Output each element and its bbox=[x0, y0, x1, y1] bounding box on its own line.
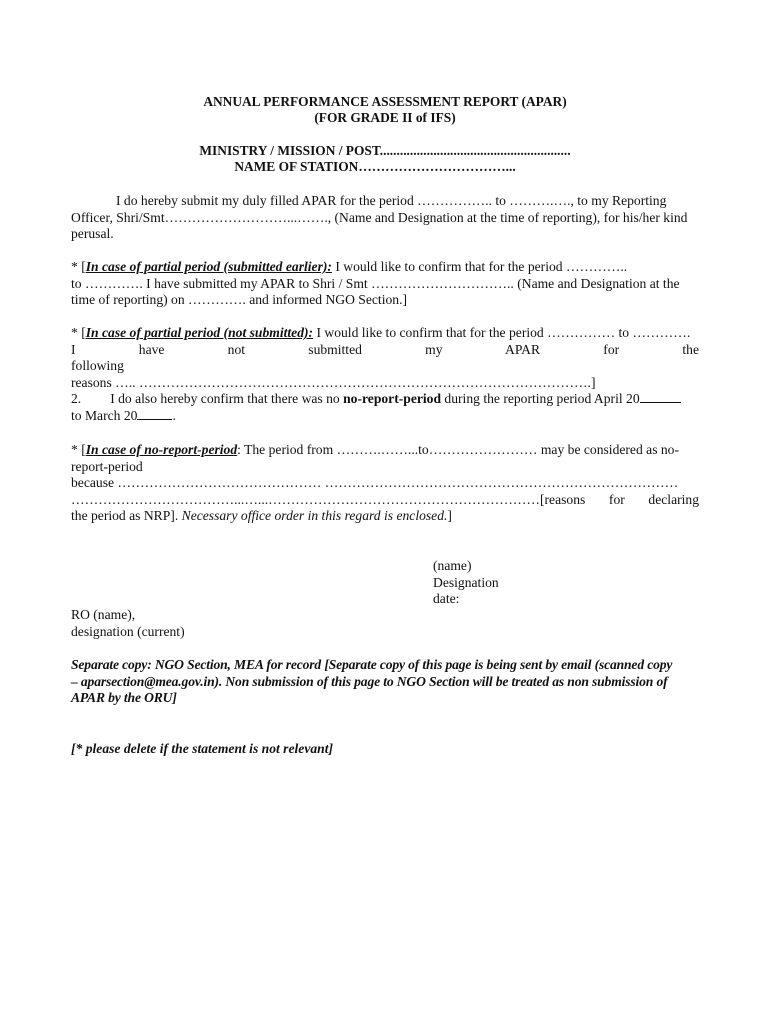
reporting-officer-block bbox=[71, 607, 185, 640]
paragraph-line: report-period bbox=[71, 458, 143, 474]
paragraph-text: I would like to confirm that for the period …………… to …………. bbox=[313, 325, 691, 340]
submission-paragraph bbox=[71, 193, 699, 243]
star-marker: * [ bbox=[71, 442, 86, 457]
ro-name: RO (name), bbox=[71, 607, 136, 622]
year-blank[interactable] bbox=[640, 391, 681, 403]
paragraph-line: I do hereby submit my duly filled APAR for the period …………….. to ……….…., to my Reporting bbox=[116, 193, 667, 208]
no-report-period-confirmation bbox=[71, 391, 699, 424]
emphasis-text: no-report-period bbox=[343, 391, 442, 406]
note-line: APAR by the ORU] bbox=[71, 690, 177, 705]
star-marker: * [ bbox=[71, 259, 86, 274]
deletion-instruction: [* please delete if the statement is not relevant] bbox=[71, 741, 334, 756]
paragraph-line: because ……………………………………… …………………………………………………………………… bbox=[71, 475, 679, 490]
partial-period-not-submitted-paragraph bbox=[71, 325, 699, 391]
paragraph-line bbox=[71, 408, 699, 425]
year-blank[interactable] bbox=[137, 408, 172, 420]
paragraph-line: I have not submitted my APAR for the following bbox=[71, 341, 699, 373]
paragraph-line bbox=[71, 442, 699, 459]
paragraph-line: Officer, Shri/Smt………………………...……., (Name and Designation at the time of reporting), for his/her kind bbox=[71, 209, 688, 225]
paragraph-text: : The period from ……….……...to…………………… may be considered as no- bbox=[237, 442, 680, 457]
signatory-name: (name) bbox=[433, 558, 472, 573]
paragraph-line bbox=[71, 325, 699, 342]
star-marker: * [ bbox=[71, 325, 86, 340]
signatory-designation: Designation bbox=[433, 574, 499, 590]
no-report-period-paragraph bbox=[71, 442, 699, 525]
document-subtitle: (FOR GRADE II of IFS) bbox=[314, 110, 456, 125]
paragraph-text: I would like to confirm that for the period ………….. bbox=[331, 259, 628, 274]
paragraph-text: to March 20 bbox=[71, 407, 138, 423]
paragraph-line: perusal. bbox=[71, 226, 114, 241]
paragraph-line bbox=[71, 508, 699, 525]
station-line: NAME OF STATION……………………………... bbox=[234, 159, 516, 174]
note-line: Separate copy: NGO Section, MEA for record [Separate copy of this page is being sent by email (scanned copy bbox=[71, 657, 673, 672]
signature-date: date: bbox=[433, 591, 460, 606]
paragraph-text: the period as NRP]. bbox=[71, 508, 182, 523]
paragraph-line: to …………. I have submitted my APAR to Shri / Smt ………………………….. (Name and Designation at the bbox=[71, 275, 680, 291]
paragraph-number: 2. bbox=[71, 391, 82, 406]
paragraph-text: ] bbox=[447, 508, 452, 523]
condition-label: In case of no-report-period bbox=[85, 442, 238, 457]
paragraph-text: during the reporting period April 20 bbox=[441, 391, 640, 406]
paragraph-line bbox=[71, 391, 699, 408]
condition-label: In case of partial period (submitted earlier): bbox=[85, 259, 332, 274]
condition-label: In case of partial period (not submitted): bbox=[85, 325, 314, 340]
partial-period-submitted-paragraph bbox=[71, 259, 699, 309]
paragraph-line: time of reporting) on …………. and informed NGO Section.] bbox=[71, 292, 408, 307]
enclosure-note: Necessary office order in this regard is enclosed. bbox=[181, 508, 448, 523]
separate-copy-note bbox=[71, 657, 699, 707]
note-line: – aparsection@mea.gov.in). Non submission of this page to NGO Section will be treated as non submission of bbox=[71, 673, 668, 689]
signature-block bbox=[433, 558, 499, 608]
paragraph-text: I do also hereby confirm that there was no bbox=[110, 391, 344, 406]
paragraph-line bbox=[71, 259, 699, 276]
ro-designation: designation (current) bbox=[71, 623, 185, 639]
paragraph-text: . bbox=[172, 407, 176, 423]
document-title: ANNUAL PERFORMANCE ASSESSMENT REPORT (APAR) bbox=[203, 94, 567, 109]
paragraph-line: ………………………………...…...……………………………………………………[reasons for declaring bbox=[71, 491, 699, 507]
ministry-line: MINISTRY / MISSION / POST......................................................... bbox=[199, 143, 571, 158]
paragraph-line: reasons ….. ……………………………………………………………………………………….] bbox=[71, 374, 596, 390]
